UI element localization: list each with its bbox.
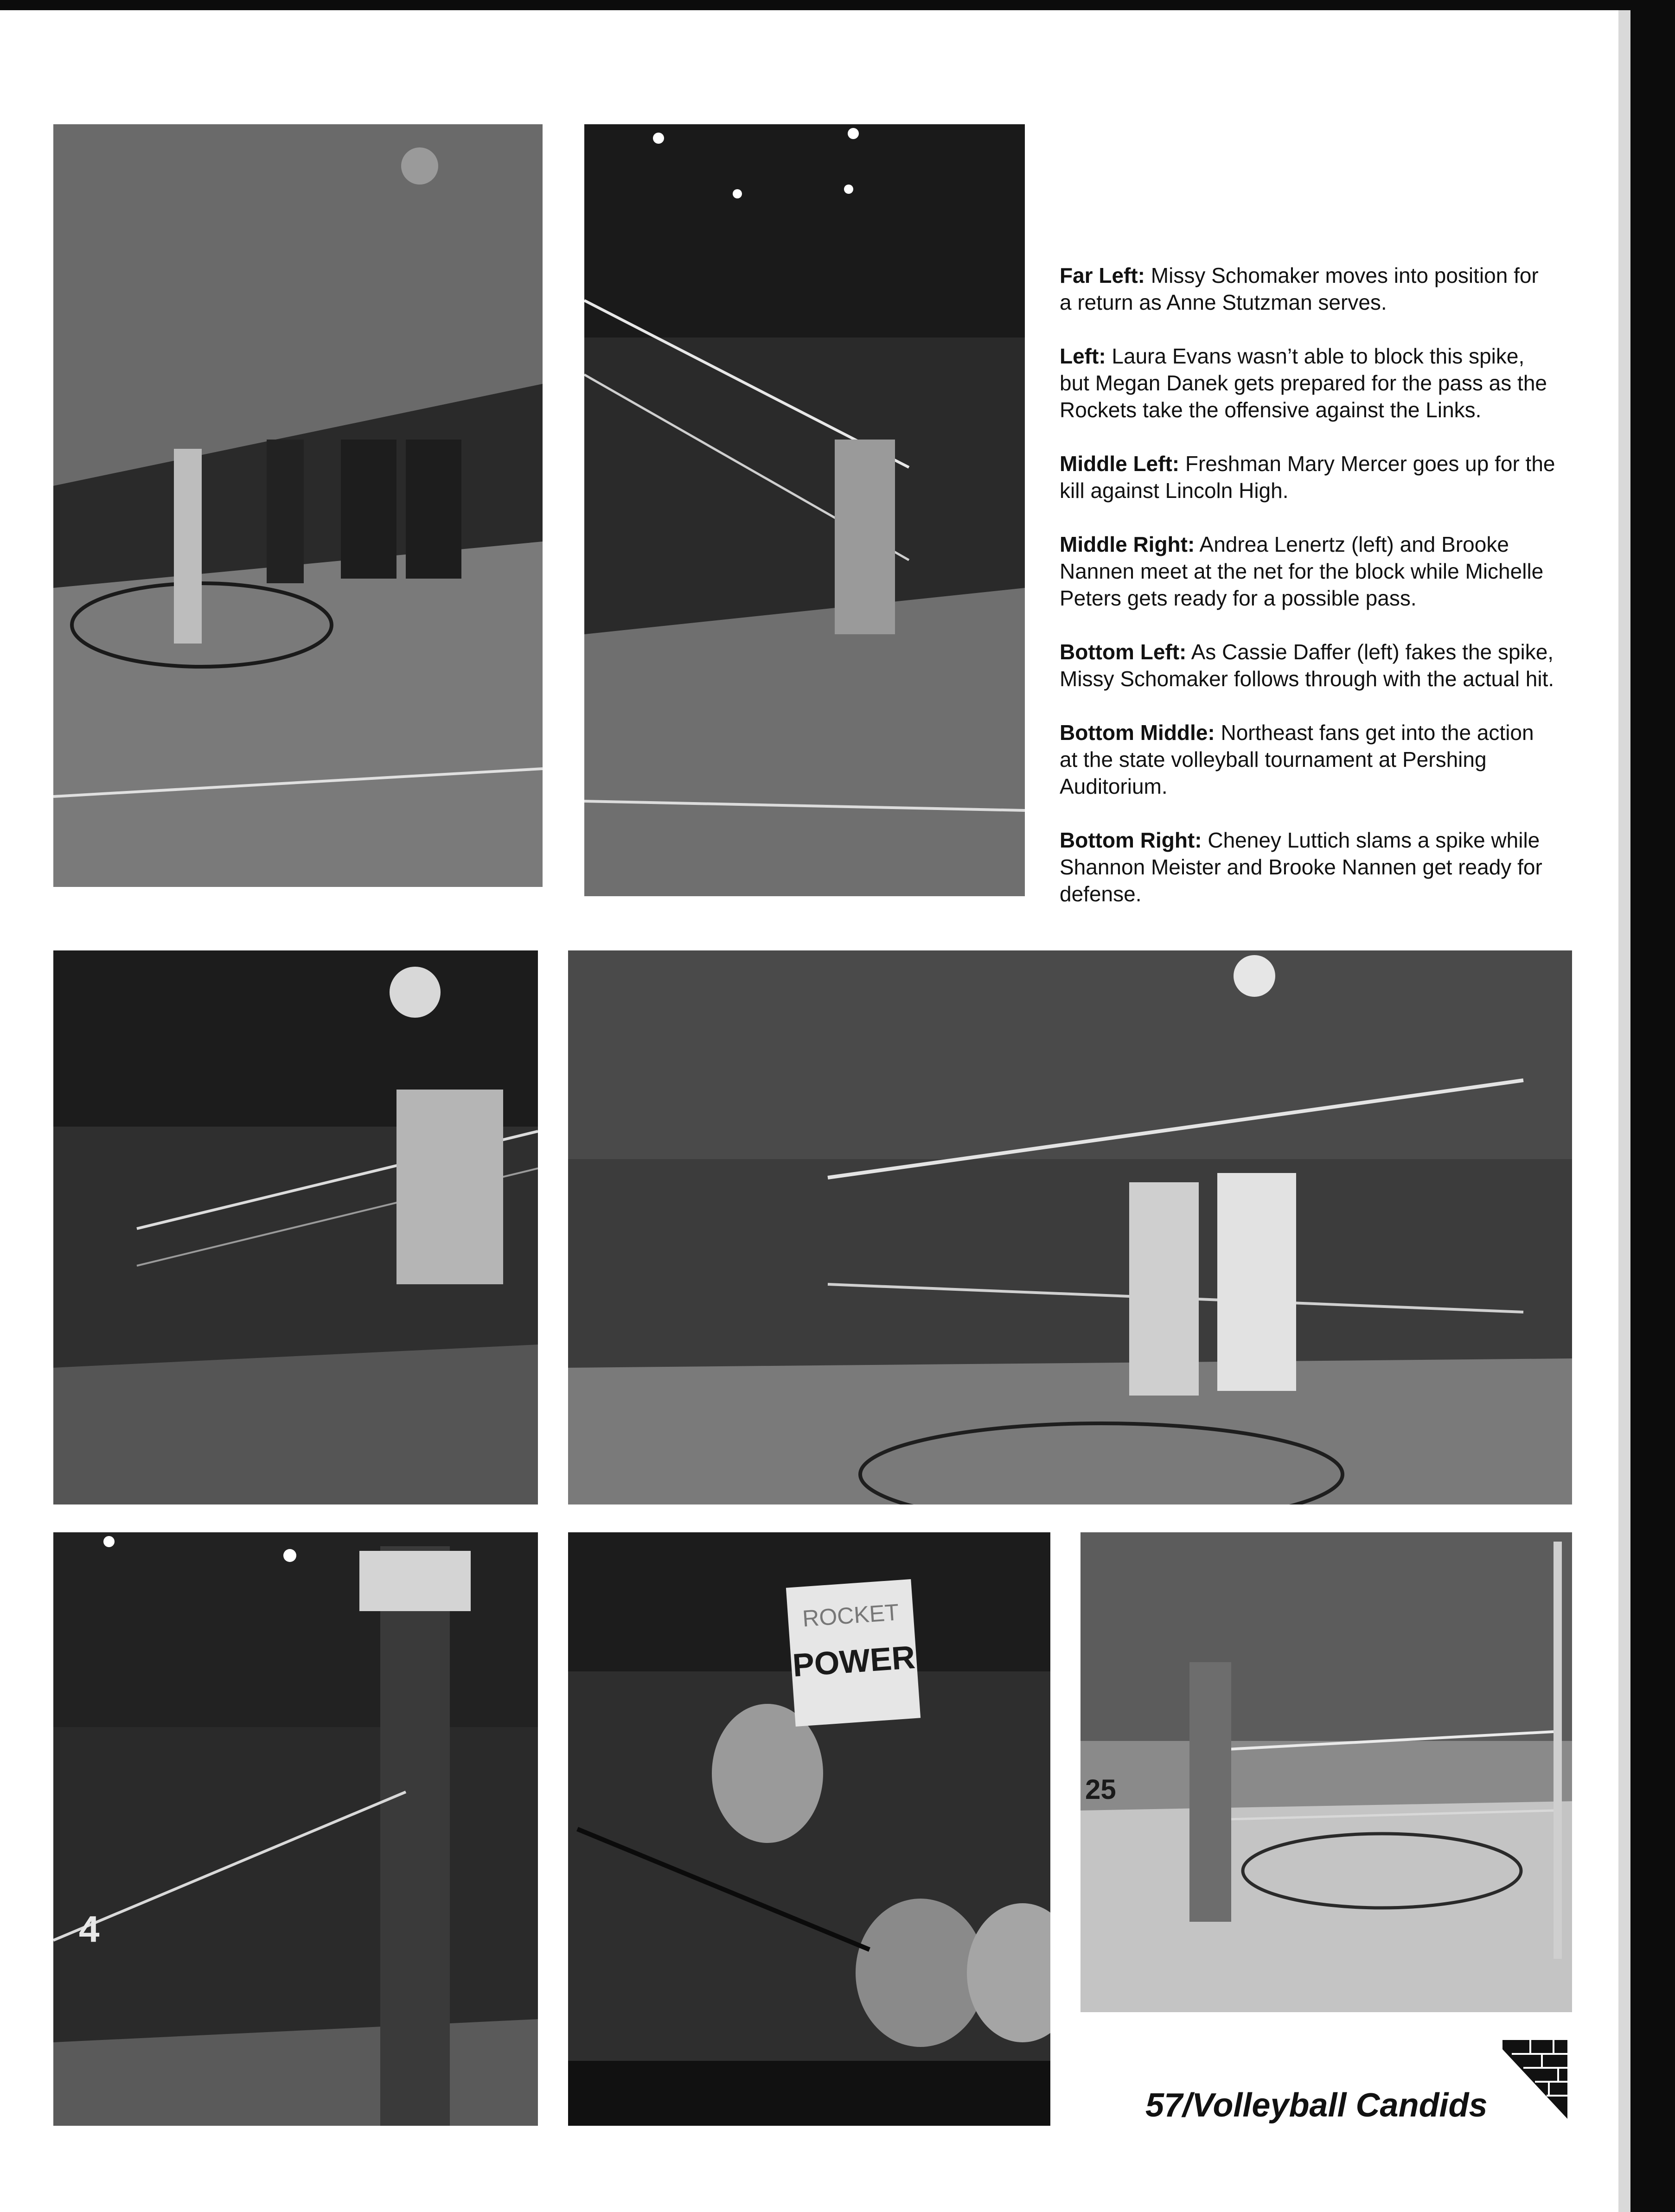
fan-sign-line-1: ROCKET [801, 1599, 900, 1632]
top-border [0, 0, 1675, 10]
caption-middle-left: Middle Left: Freshman Mary Mercer goes up for the kill against Lincoln High. [1060, 452, 1555, 503]
photo-bottom-left [53, 1532, 538, 2126]
caption-block [1060, 262, 1556, 934]
fan-sign-line-2: POWER [791, 1638, 916, 1684]
photo-bottom-middle [568, 1532, 1050, 2126]
photo-bottom-right [1080, 1532, 1572, 2012]
caption-middle-right: Middle Right: Andrea Lenertz (left) and Brooke Nannen meet at the net for the block while Michelle Peters gets ready for a possible pass. [1060, 532, 1544, 610]
photo-far-left [53, 124, 543, 887]
photo-middle-left [53, 950, 538, 1504]
jersey-number-25: 25 [1085, 1774, 1116, 1805]
caption-far-left: Far Left: Missy Schomaker moves into position for a return as Anne Stutzman serves. [1060, 263, 1539, 314]
right-border [1630, 0, 1675, 2212]
page-edge-shadow [1618, 10, 1630, 2212]
jersey-number-4: 4 [79, 1908, 100, 1950]
caption-left: Left: Laura Evans wasn’t able to block this spike, but Megan Danek gets prepared for the pass as the Rockets take the offensive against the Links. [1060, 344, 1547, 422]
fan-sign [786, 1579, 921, 1727]
caption-bottom-right: Bottom Right: Cheney Luttich slams a spike while Shannon Meister and Brooke Nannen get ready for defense. [1060, 828, 1542, 906]
caption-bottom-left: Bottom Left: As Cassie Daffer (left) fakes the spike, Missy Schomaker follows through with the actual hit. [1060, 640, 1554, 691]
photo-left [584, 124, 1025, 896]
caption-bottom-middle: Bottom Middle: Northeast fans get into the action at the state volleyball tournament at Pershing Auditorium. [1060, 720, 1534, 798]
photo-middle-right [568, 950, 1572, 1504]
page-folio: 57/Volleyball Candids [1145, 2087, 1488, 2124]
brick-corner-icon [1502, 2040, 1567, 2119]
